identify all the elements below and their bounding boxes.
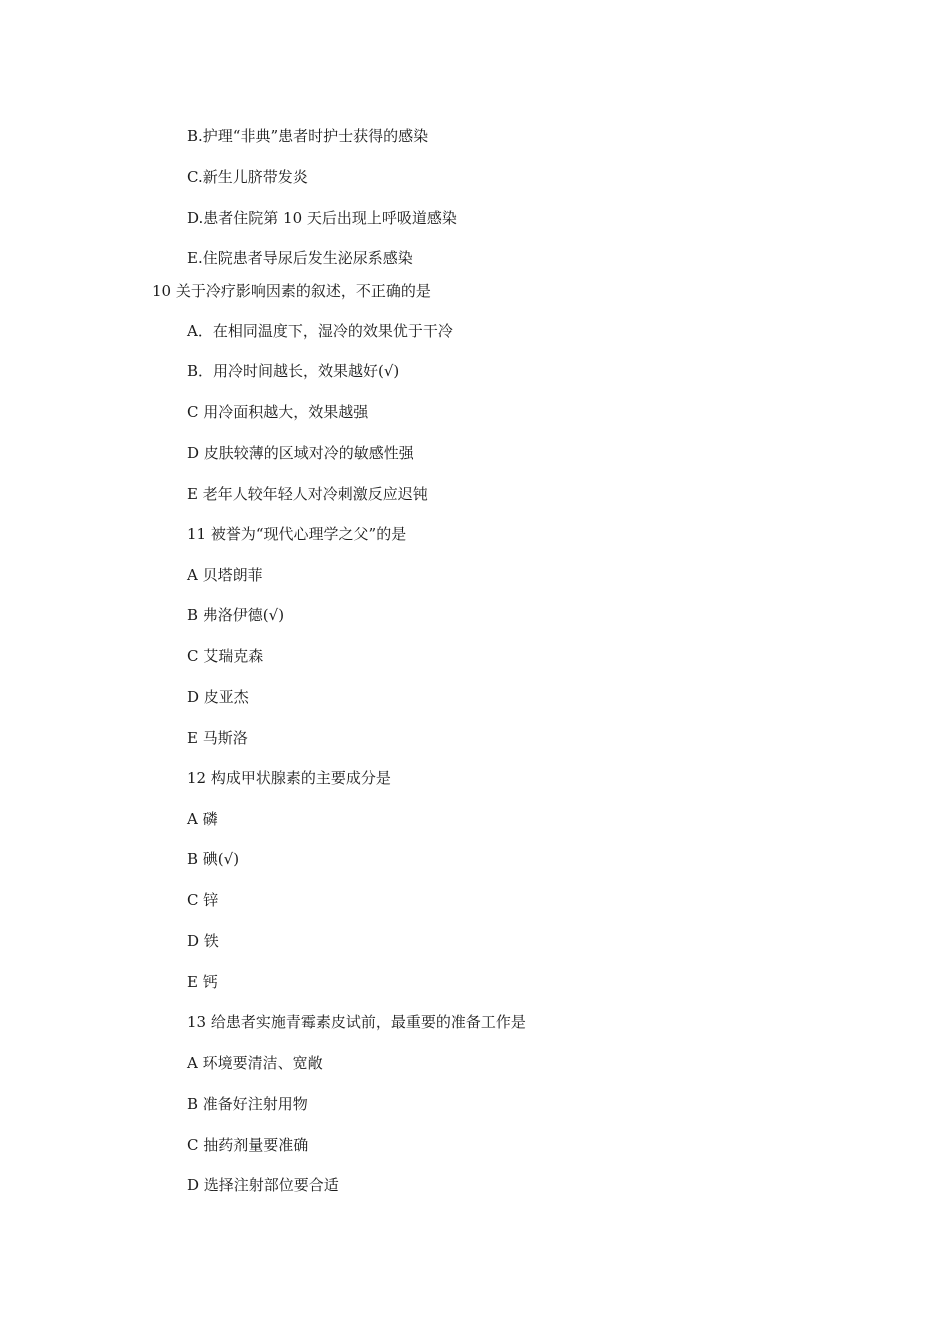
option-11c: C 艾瑞克森 bbox=[187, 647, 264, 665]
option-9c: C.新生儿脐带发炎 bbox=[187, 168, 308, 186]
question-13: 13 给患者实施青霉素皮试前，最重要的准备工作是 bbox=[187, 1013, 526, 1031]
option-10a: A．在相同温度下，湿冷的效果优于干冷 bbox=[187, 322, 453, 340]
option-12c: C 锌 bbox=[187, 891, 219, 909]
question-11: 11 被誉为“现代心理学之父”的是 bbox=[187, 525, 407, 543]
option-10d: D 皮肤较薄的区域对冷的敏感性强 bbox=[187, 444, 414, 462]
question-10: 10 关于冷疗影响因素的叙述，不正确的是 bbox=[152, 282, 431, 300]
option-10b: B．用冷时间越长，效果越好(√) bbox=[187, 362, 400, 380]
option-11e: E 马斯洛 bbox=[187, 729, 248, 747]
option-13b: B 准备好注射用物 bbox=[187, 1095, 308, 1113]
option-9d: D.患者住院第 10 天后出现上呼吸道感染 bbox=[187, 209, 457, 227]
option-11a: A 贝塔朗菲 bbox=[187, 566, 263, 584]
option-9b: B.护理“非典”患者时护士获得的感染 bbox=[187, 127, 429, 145]
option-12b: B 碘(√) bbox=[187, 850, 240, 868]
option-13a: A 环境要清洁、宽敞 bbox=[187, 1054, 323, 1072]
option-10e: E 老年人较年轻人对冷刺激反应迟钝 bbox=[187, 485, 428, 503]
option-12a: A 磷 bbox=[187, 810, 218, 828]
option-9e: E.住院患者导尿后发生泌尿系感染 bbox=[187, 249, 413, 267]
option-11d: D 皮亚杰 bbox=[187, 688, 249, 706]
option-11b: B 弗洛伊德(√) bbox=[187, 606, 285, 624]
question-12: 12 构成甲状腺素的主要成分是 bbox=[187, 769, 391, 787]
option-13d: D 选择注射部位要合适 bbox=[187, 1176, 339, 1194]
option-12e: E 钙 bbox=[187, 973, 218, 991]
option-12d: D 铁 bbox=[187, 932, 219, 950]
option-13c: C 抽药剂量要准确 bbox=[187, 1136, 309, 1154]
option-10c: C 用冷面积越大，效果越强 bbox=[187, 403, 369, 421]
